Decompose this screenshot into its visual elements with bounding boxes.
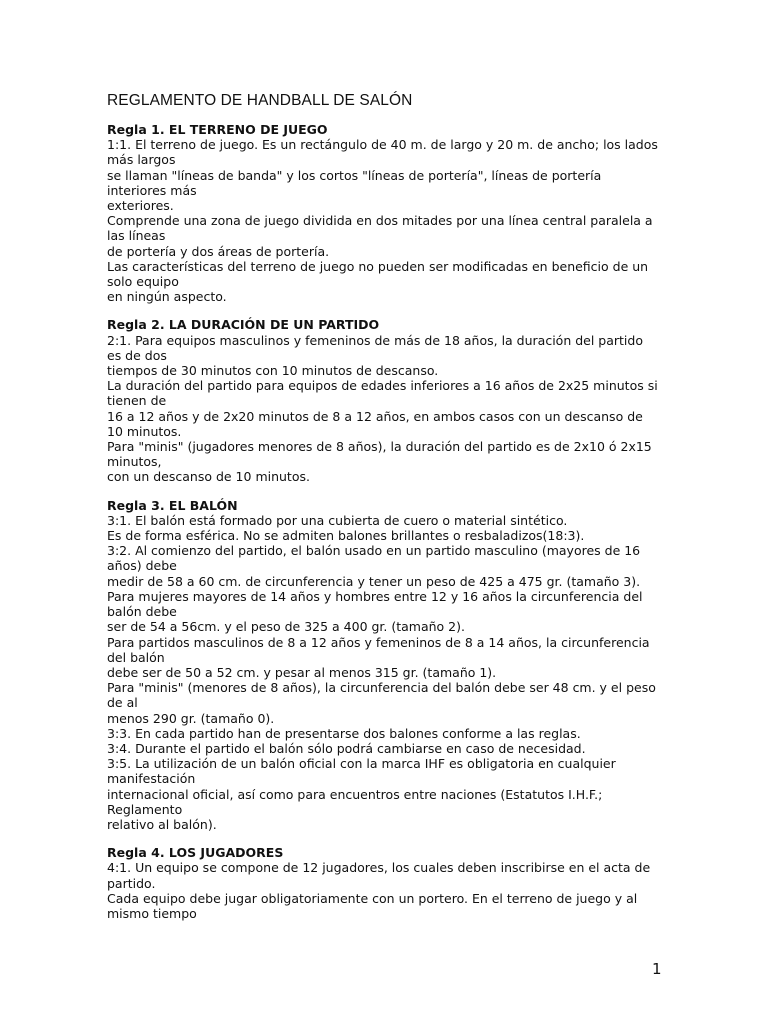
text-line: 2:1. Para equipos masculinos y femeninos de más de 18 años, la duración del partido bbox=[107, 332, 643, 348]
rule-section bbox=[107, 845, 667, 921]
text-line: La duración del partido para equipos de edades inferiores a 16 años de 2x25 minutos si bbox=[107, 378, 658, 394]
text-line: balón debe bbox=[107, 604, 177, 620]
text-line: 3:1. El balón está formado por una cubierta de cuero o material sintético. bbox=[107, 512, 568, 528]
text-line: del balón bbox=[107, 649, 165, 665]
text-line: tienen de bbox=[107, 393, 167, 409]
text-line: 1:1. El terreno de juego. Es un rectángulo de 40 m. de largo y 20 m. de ancho; los lados bbox=[107, 137, 658, 153]
text-line: de portería y dos áreas de portería. bbox=[107, 243, 330, 259]
text-line: ser de 54 a 56cm. y el peso de 325 a 400 gr. (tamaño 2). bbox=[107, 619, 465, 635]
text-line: Para "minis" (menores de 8 años), la circunferencia del balón debe ser 48 cm. y el peso bbox=[107, 680, 656, 696]
text-line: es de dos bbox=[107, 347, 167, 363]
rule-section bbox=[107, 317, 667, 484]
text-line: mismo tiempo bbox=[107, 905, 197, 921]
text-line: años) debe bbox=[107, 558, 177, 574]
text-line: solo equipo bbox=[107, 274, 179, 290]
text-line: en ningún aspecto. bbox=[107, 289, 227, 305]
document-body bbox=[107, 122, 667, 921]
text-line: internacional oficial, así como para encuentros entre naciones (Estatutos I.H.F.; bbox=[107, 786, 603, 802]
text-line: medir de 58 a 60 cm. de circunferencia y tener un peso de 425 a 475 gr. (tamaño 3). bbox=[107, 573, 641, 589]
text-line: de al bbox=[107, 695, 138, 711]
text-line: 10 minutos. bbox=[107, 423, 182, 439]
text-line: menos 290 gr. (tamaño 0). bbox=[107, 710, 275, 726]
text-line: minutos, bbox=[107, 454, 162, 470]
text-line: Para mujeres mayores de 14 años y hombres entre 12 y 16 años la circunferencia del bbox=[107, 588, 643, 604]
text-line: 3:4. Durante el partido el balón sólo podrá cambiarse en caso de necesidad. bbox=[107, 740, 586, 756]
text-line: Para "minis" (jugadores menores de 8 años), la duración del partido es de 2x10 ó 2x15 bbox=[107, 439, 652, 455]
text-line: con un descanso de 10 minutos. bbox=[107, 469, 310, 485]
text-line: Para partidos masculinos de 8 a 12 años y femeninos de 8 a 14 años, la circunferencia bbox=[107, 634, 650, 650]
text-line: tiempos de 30 minutos con 10 minutos de descanso. bbox=[107, 363, 439, 379]
text-line: Reglamento bbox=[107, 801, 183, 817]
text-line: interiores más bbox=[107, 182, 197, 198]
text-line: manifestación bbox=[107, 771, 196, 787]
text-line: debe ser de 50 a 52 cm. y pesar al menos 315 gr. (tamaño 1). bbox=[107, 664, 497, 680]
text-line: más largos bbox=[107, 152, 176, 168]
rule-section bbox=[107, 498, 667, 832]
text-line: 3:3. En cada partido han de presentarse dos balones conforme a las reglas. bbox=[107, 725, 581, 741]
rule-heading: Regla 1. EL TERRENO DE JUEGO bbox=[107, 122, 328, 137]
page-number: 1 bbox=[652, 960, 662, 978]
text-line: se llaman "líneas de banda" y los cortos "líneas de portería", líneas de portería bbox=[107, 167, 602, 183]
rule-heading: Regla 3. EL BALÓN bbox=[107, 497, 238, 513]
text-line: Las características del terreno de juego no pueden ser modificadas en beneficio de un bbox=[107, 258, 649, 274]
text-line: 4:1. Un equipo se compone de 12 jugadores, los cuales deben inscribirse en el acta de bbox=[107, 860, 651, 876]
document-title: REGLAMENTO DE HANDBALL DE SALÓN bbox=[107, 92, 413, 109]
text-line: Es de forma esférica. No se admiten balones brillantes o resbaladizos(18:3). bbox=[107, 528, 585, 544]
rule-section bbox=[107, 122, 667, 304]
text-line: exteriores. bbox=[107, 198, 174, 214]
text-line: Comprende una zona de juego dividida en dos mitades por una línea central paralela a bbox=[107, 213, 653, 229]
text-line: relativo al balón). bbox=[107, 816, 217, 832]
text-line: 3:2. Al comienzo del partido, el balón usado en un partido masculino (mayores de 16 bbox=[107, 543, 641, 559]
text-line: las líneas bbox=[107, 228, 166, 244]
document-page bbox=[107, 92, 667, 934]
text-line: partido. bbox=[107, 875, 156, 891]
text-line: 16 a 12 años y de 2x20 minutos de 8 a 12 años, en ambos casos con un descanso de bbox=[107, 408, 643, 424]
rule-heading: Regla 2. LA DURACIÓN DE UN PARTIDO bbox=[107, 317, 380, 333]
rule-heading: Regla 4. LOS JUGADORES bbox=[107, 845, 284, 861]
text-line: Cada equipo debe jugar obligatoriamente con un portero. En el terreno de juego y al bbox=[107, 890, 638, 906]
text-line: 3:5. La utilización de un balón oficial con la marca IHF es obligatoria en cualquier bbox=[107, 756, 616, 772]
